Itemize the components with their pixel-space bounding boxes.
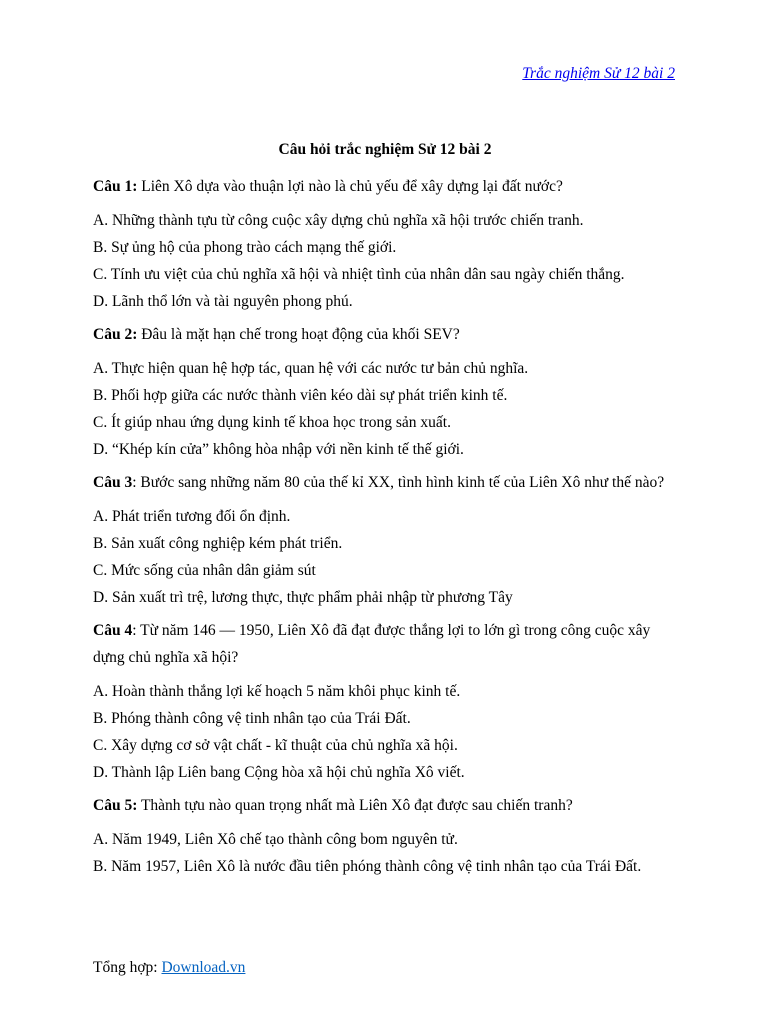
question-1-options [93,207,677,315]
question-text: Liên Xô dựa vào thuận lợi nào là chủ yếu để xây dựng lại đất nước? [137,178,563,195]
answer-option: B. Sự ủng hộ của phong trào cách mạng thế giới. [93,239,397,256]
question-label: Câu 2: [93,326,138,343]
document-title: Câu hỏi trắc nghiệm Sử 12 bài 2 [278,141,492,158]
answer-option: D. Thành lập Liên bang Cộng hòa xã hội chủ nghĩa Xô viết. [93,764,465,781]
answer-option: B. Năm 1957, Liên Xô là nước đầu tiên phóng thành công vệ tinh nhân tạo của Trái Đất. [93,858,642,875]
document-body [93,138,677,886]
answer-option: D. “Khép kín cửa” không hòa nhập với nền kinh tế thế giới. [93,441,464,458]
question-text: Thành tựu nào quan trọng nhất mà Liên Xô đạt được sau chiến tranh? [137,797,573,814]
answer-option: D. Sản xuất trì trệ, lương thực, thực phẩm phải nhập từ phương Tây [93,589,513,606]
question-label: Câu 3 [93,474,133,491]
answer-option: A. Thực hiện quan hệ hợp tác, quan hệ với các nước tư bản chủ nghĩa. [93,360,529,377]
question-5 [93,792,677,819]
question-label: Câu 1: [93,178,138,195]
footer [93,956,245,980]
question-1 [93,173,677,200]
question-4-options [93,678,677,786]
answer-option: D. Lãnh thổ lớn và tài nguyên phong phú. [93,293,353,310]
answer-option: B. Phối hợp giữa các nước thành viên kéo dài sự phát triển kinh tế. [93,387,508,404]
answer-option: C. Xây dựng cơ sở vật chất - kĩ thuật của chủ nghĩa xã hội. [93,737,458,754]
question-2 [93,321,677,348]
answer-option: A. Hoàn thành thắng lợi kế hoạch 5 năm khôi phục kinh tế. [93,683,461,700]
question-label: Câu 5: [93,797,138,814]
question-text: : Từ năm 146 — 1950, Liên Xô đã đạt được thắng lợi to lớn gì trong công cuộc xây dựng chủ nghĩa xã hội? [93,622,651,666]
answer-option: A. Năm 1949, Liên Xô chế tạo thành công bom nguyên tử. [93,831,458,848]
header-link[interactable]: Trắc nghiệm Sử 12 bài 2 [522,65,675,82]
answer-option: A. Phát triển tương đối ổn định. [93,508,291,525]
footer-prefix: Tổng hợp: [93,959,162,976]
footer-source-link[interactable]: Download.vn [161,959,246,976]
question-3 [93,469,677,496]
question-4 [93,617,677,671]
answer-option: A. Những thành tựu từ công cuộc xây dựng chủ nghĩa xã hội trước chiến tranh. [93,212,584,229]
question-text: Đâu là mặt hạn chế trong hoạt động của khối SEV? [137,326,460,343]
answer-option: C. Tính ưu việt của chủ nghĩa xã hội và nhiệt tình của nhân dân sau ngày chiến thắng. [93,266,625,283]
answer-option: C. Mức sống của nhân dân giảm sút [93,562,316,579]
question-2-options [93,355,677,463]
question-text: : Bước sang những năm 80 của thế kỉ XX, tình hình kinh tế của Liên Xô như thế nào? [132,474,665,491]
answer-option: B. Sản xuất công nghiệp kém phát triển. [93,535,343,552]
answer-option: B. Phóng thành công vệ tinh nhân tạo của Trái Đất. [93,710,411,727]
question-5-options [93,826,677,880]
question-3-options [93,503,677,611]
answer-option: C. Ít giúp nhau ứng dụng kinh tế khoa học trong sản xuất. [93,414,451,431]
question-label: Câu 4 [93,622,133,639]
